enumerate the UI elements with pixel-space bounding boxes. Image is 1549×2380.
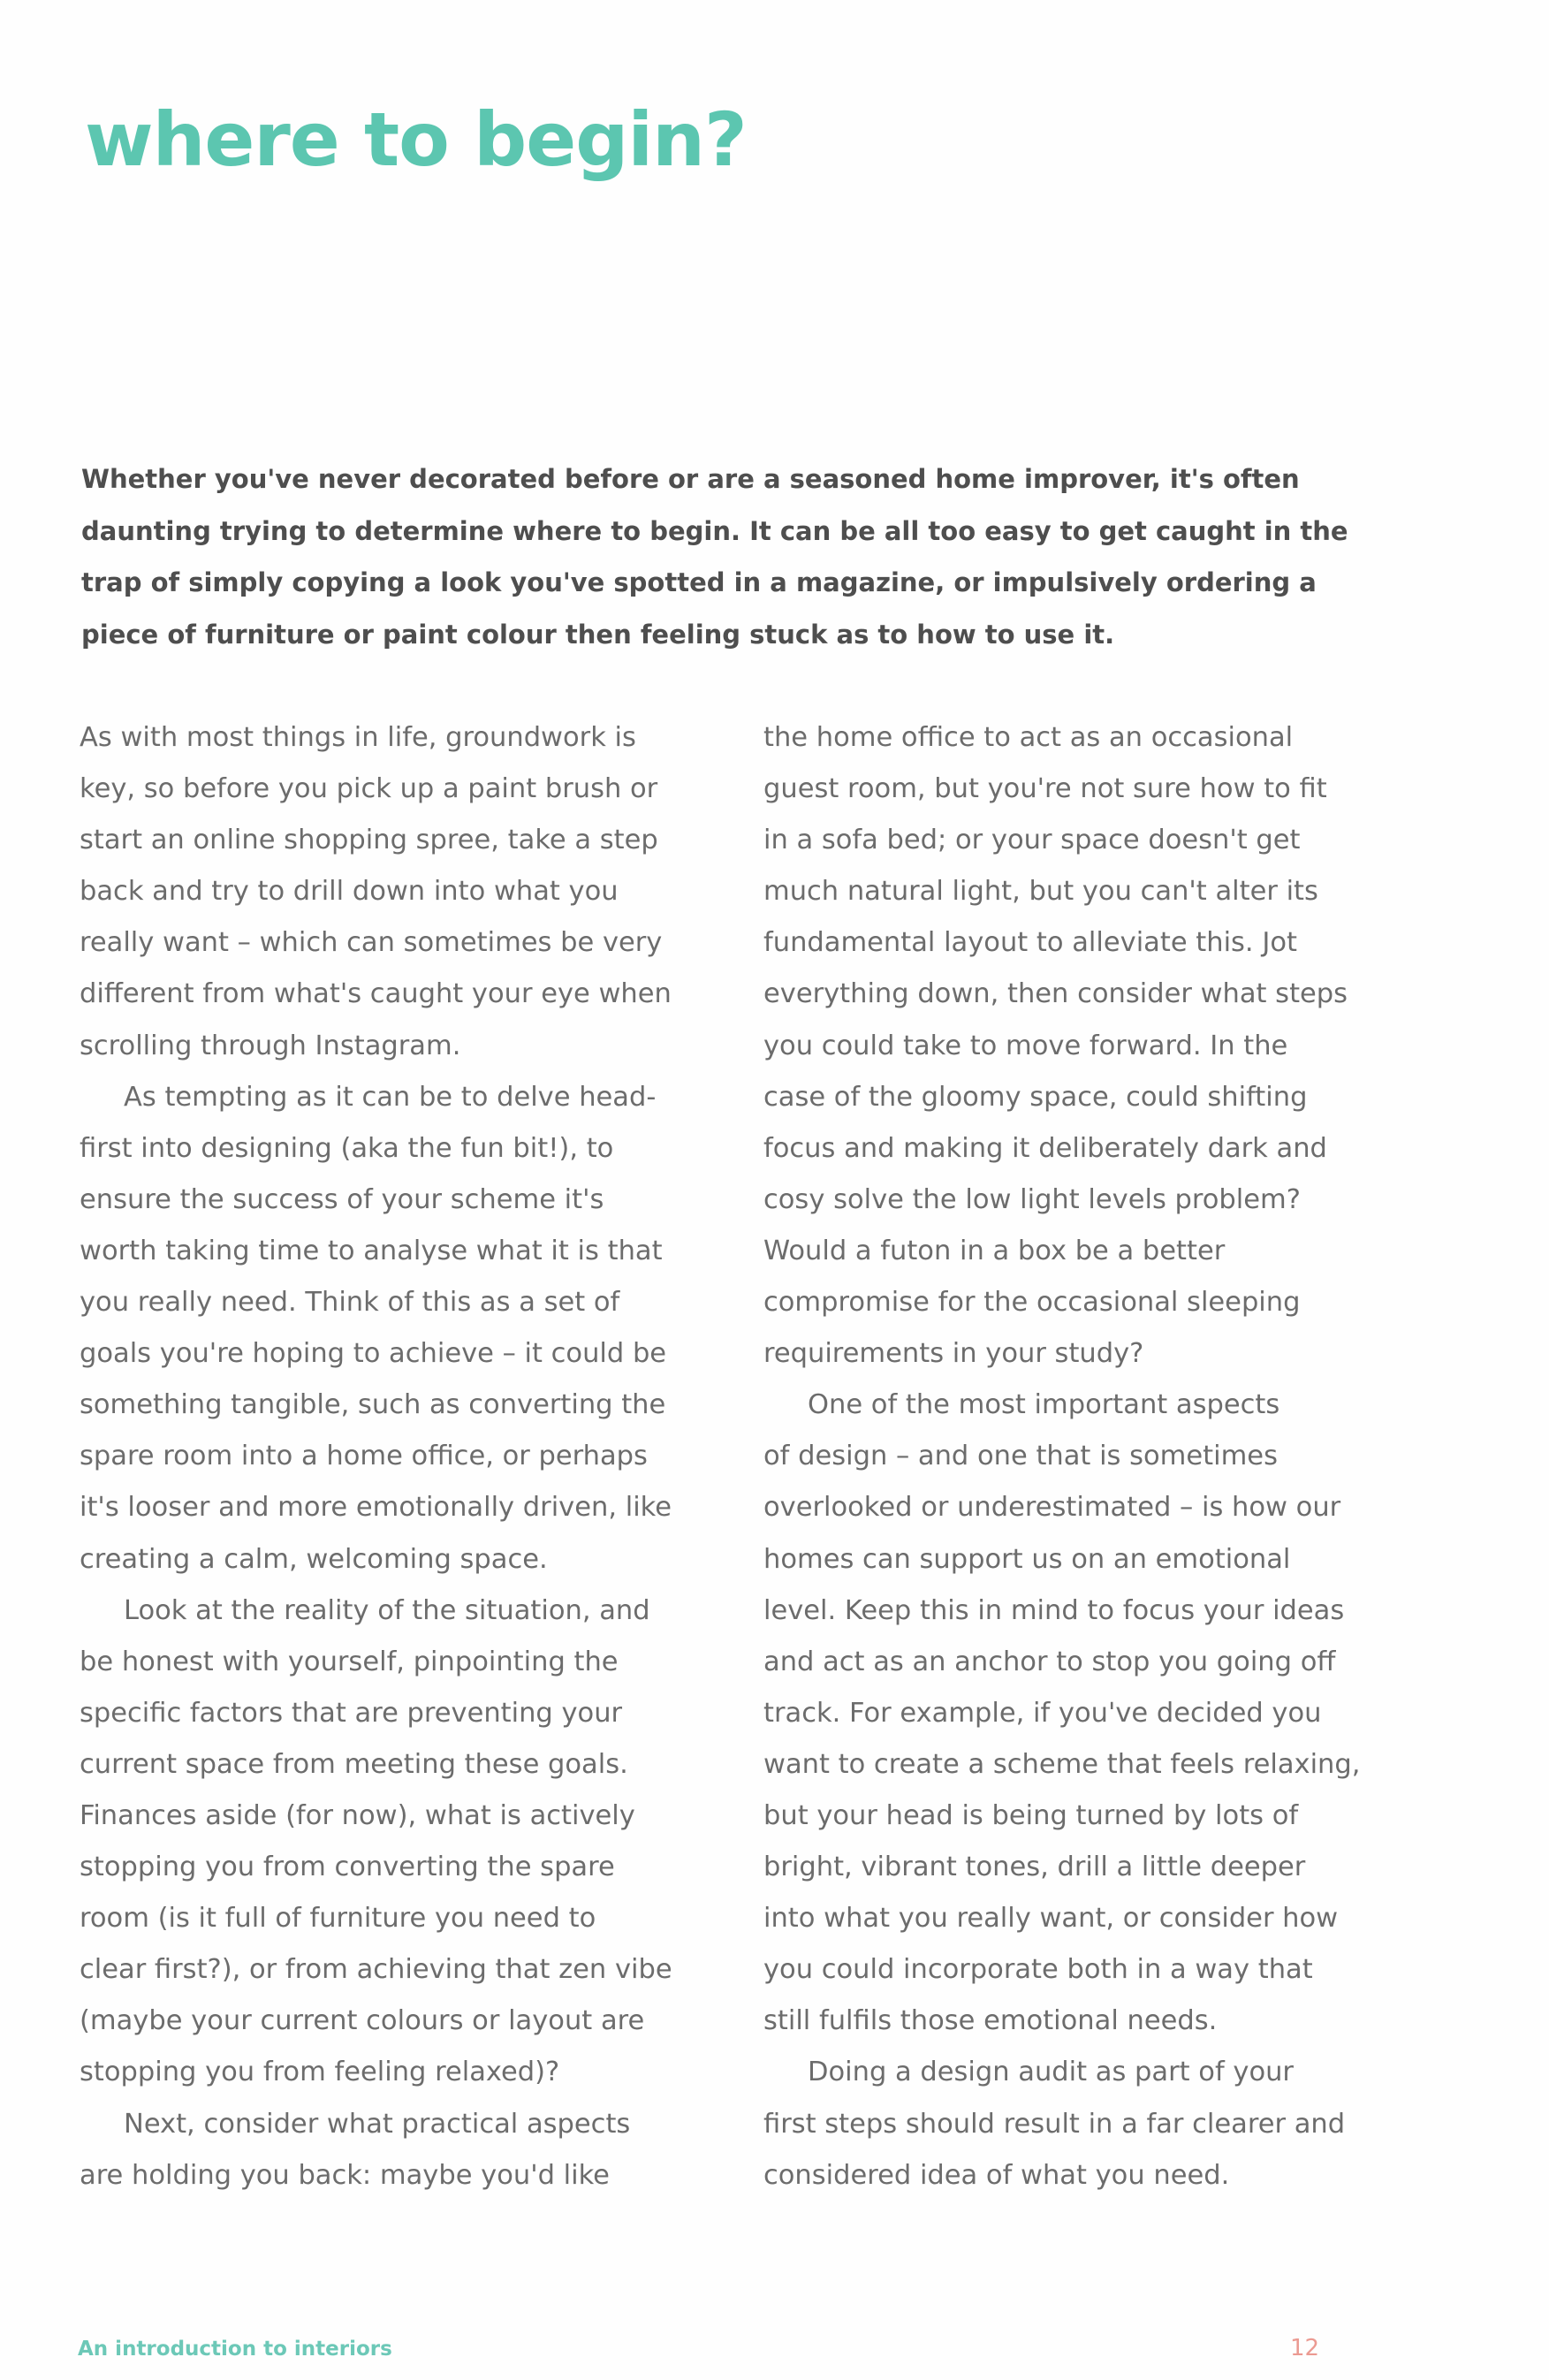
- body-line: clear first?), or from achieving that zen vibe: [80, 1954, 672, 1986]
- body-line: guest room, but you're not sure how to fit: [763, 773, 1327, 805]
- body-line: focus and making it deliberately dark and: [763, 1132, 1327, 1164]
- body-line: something tangible, such as converting the: [80, 1389, 666, 1421]
- body-line: Doing a design audit as part of your: [808, 2057, 1294, 2088]
- right-column: [763, 712, 1422, 2201]
- body-line: back and try to drill down into what you: [80, 876, 619, 908]
- body-line: One of the most important aspects: [808, 1389, 1280, 1421]
- body-line: room (is it full of furniture you need to: [80, 1903, 596, 1935]
- body-line: start an online shopping spree, take a step: [80, 825, 658, 856]
- body-line: stopping you from feeling relaxed)?: [80, 2057, 560, 2088]
- body-line: case of the gloomy space, could shifting: [763, 1081, 1308, 1113]
- body-line: in a sofa bed; or your space doesn't get: [763, 825, 1301, 856]
- body-line: (maybe your current colours or layout are: [80, 2005, 645, 2037]
- body-line: stopping you from converting the spare: [80, 1852, 615, 1883]
- body-line: compromise for the occasional sleeping: [763, 1287, 1301, 1319]
- body-line: different from what's caught your eye when: [80, 978, 672, 1010]
- body-line: cosy solve the low light levels problem?: [763, 1183, 1301, 1215]
- intro-line: daunting trying to determine where to begin. It can be all too easy to get caught in the: [81, 515, 1348, 546]
- body-line: overlooked or underestimated – is how our: [763, 1492, 1341, 1524]
- body-line: be honest with yourself, pinpointing the: [80, 1646, 619, 1677]
- body-line: bright, vibrant tones, drill a little deeper: [763, 1852, 1306, 1883]
- body-line: first into designing (aka the fun bit!), to: [80, 1132, 614, 1164]
- intro-line: piece of furniture or paint colour then feeling stuck as to how to use it.: [81, 619, 1115, 650]
- page-title: where to begin?: [85, 96, 747, 183]
- body-line: As tempting as it can be to delve head-: [124, 1081, 657, 1113]
- body-line: track. For example, if you've decided you: [763, 1697, 1322, 1729]
- body-line: Would a futon in a box be a better: [763, 1235, 1226, 1266]
- body-line: you could incorporate both in a way that: [763, 1954, 1313, 1986]
- body-line: current space from meeting these goals.: [80, 1748, 628, 1780]
- body-line: are holding you back: maybe you'd like: [80, 2159, 610, 2191]
- body-line: As with most things in life, groundwork is: [80, 722, 636, 753]
- body-line: everything down, then consider what steps: [763, 978, 1348, 1010]
- body-line: specific factors that are preventing your: [80, 1697, 623, 1729]
- body-paragraph: [763, 1380, 1422, 2047]
- body-line: scrolling through Instagram.: [80, 1030, 461, 1061]
- body-line: you could take to move forward. In the: [763, 1030, 1288, 1061]
- body-line: it's looser and more emotionally driven, like: [80, 1492, 672, 1524]
- body-line: worth taking time to analyse what it is that: [80, 1235, 663, 1266]
- body-paragraph: [763, 712, 1422, 1380]
- intro-line: Whether you've never decorated before or are a seasoned home improver, it's often: [81, 464, 1300, 494]
- body-line: Look at the reality of the situation, and: [124, 1594, 650, 1626]
- body-line: goals you're hoping to achieve – it could be: [80, 1338, 667, 1370]
- body-line: creating a calm, welcoming space.: [80, 1543, 548, 1575]
- body-line: and act as an anchor to stop you going off: [763, 1646, 1336, 1677]
- body-line: Next, consider what practical aspects: [124, 2108, 631, 2140]
- body-paragraph: [80, 712, 738, 1072]
- body-line: key, so before you pick up a paint brush or: [80, 773, 658, 805]
- body-paragraph: [80, 1585, 738, 2099]
- body-line: Finances aside (for now), what is actively: [80, 1799, 635, 1831]
- body-line: of design – and one that is sometimes: [763, 1441, 1278, 1472]
- body-line: you really need. Think of this as a set of: [80, 1287, 620, 1319]
- intro-paragraph: [81, 453, 1407, 660]
- body-line: considered idea of what you need.: [763, 2159, 1230, 2191]
- body-line: into what you really want, or consider how: [763, 1903, 1339, 1935]
- body-line: much natural light, but you can't alter its: [763, 876, 1318, 908]
- body-line: homes can support us on an emotional: [763, 1543, 1291, 1575]
- left-column: [80, 712, 738, 2201]
- body-paragraph: [80, 1072, 738, 1585]
- body-line: but your head is being turned by lots of: [763, 1799, 1299, 1831]
- intro-line: trap of simply copying a look you've spotted in a magazine, or impulsively ordering a: [81, 567, 1317, 597]
- body-line: still fulfils those emotional needs.: [763, 2005, 1218, 2037]
- body-line: first steps should result in a far clearer and: [763, 2108, 1346, 2140]
- body-paragraph: [80, 2099, 738, 2201]
- body-line: fundamental layout to alleviate this. Jot: [763, 927, 1297, 959]
- body-line: requirements in your study?: [763, 1338, 1144, 1370]
- body-paragraph: [763, 2047, 1422, 2201]
- body-line: the home office to act as an occasional: [763, 722, 1294, 753]
- body-line: want to create a scheme that feels relaxing,: [763, 1748, 1361, 1780]
- body-line: spare room into a home office, or perhaps: [80, 1441, 648, 1472]
- body-line: really want – which can sometimes be very: [80, 927, 663, 959]
- page-number: 12: [1290, 2335, 1320, 2361]
- body-line: ensure the success of your scheme it's: [80, 1183, 604, 1215]
- footer-section-label: An introduction to interiors: [78, 2338, 392, 2361]
- body-line: level. Keep this in mind to focus your ideas: [763, 1594, 1345, 1626]
